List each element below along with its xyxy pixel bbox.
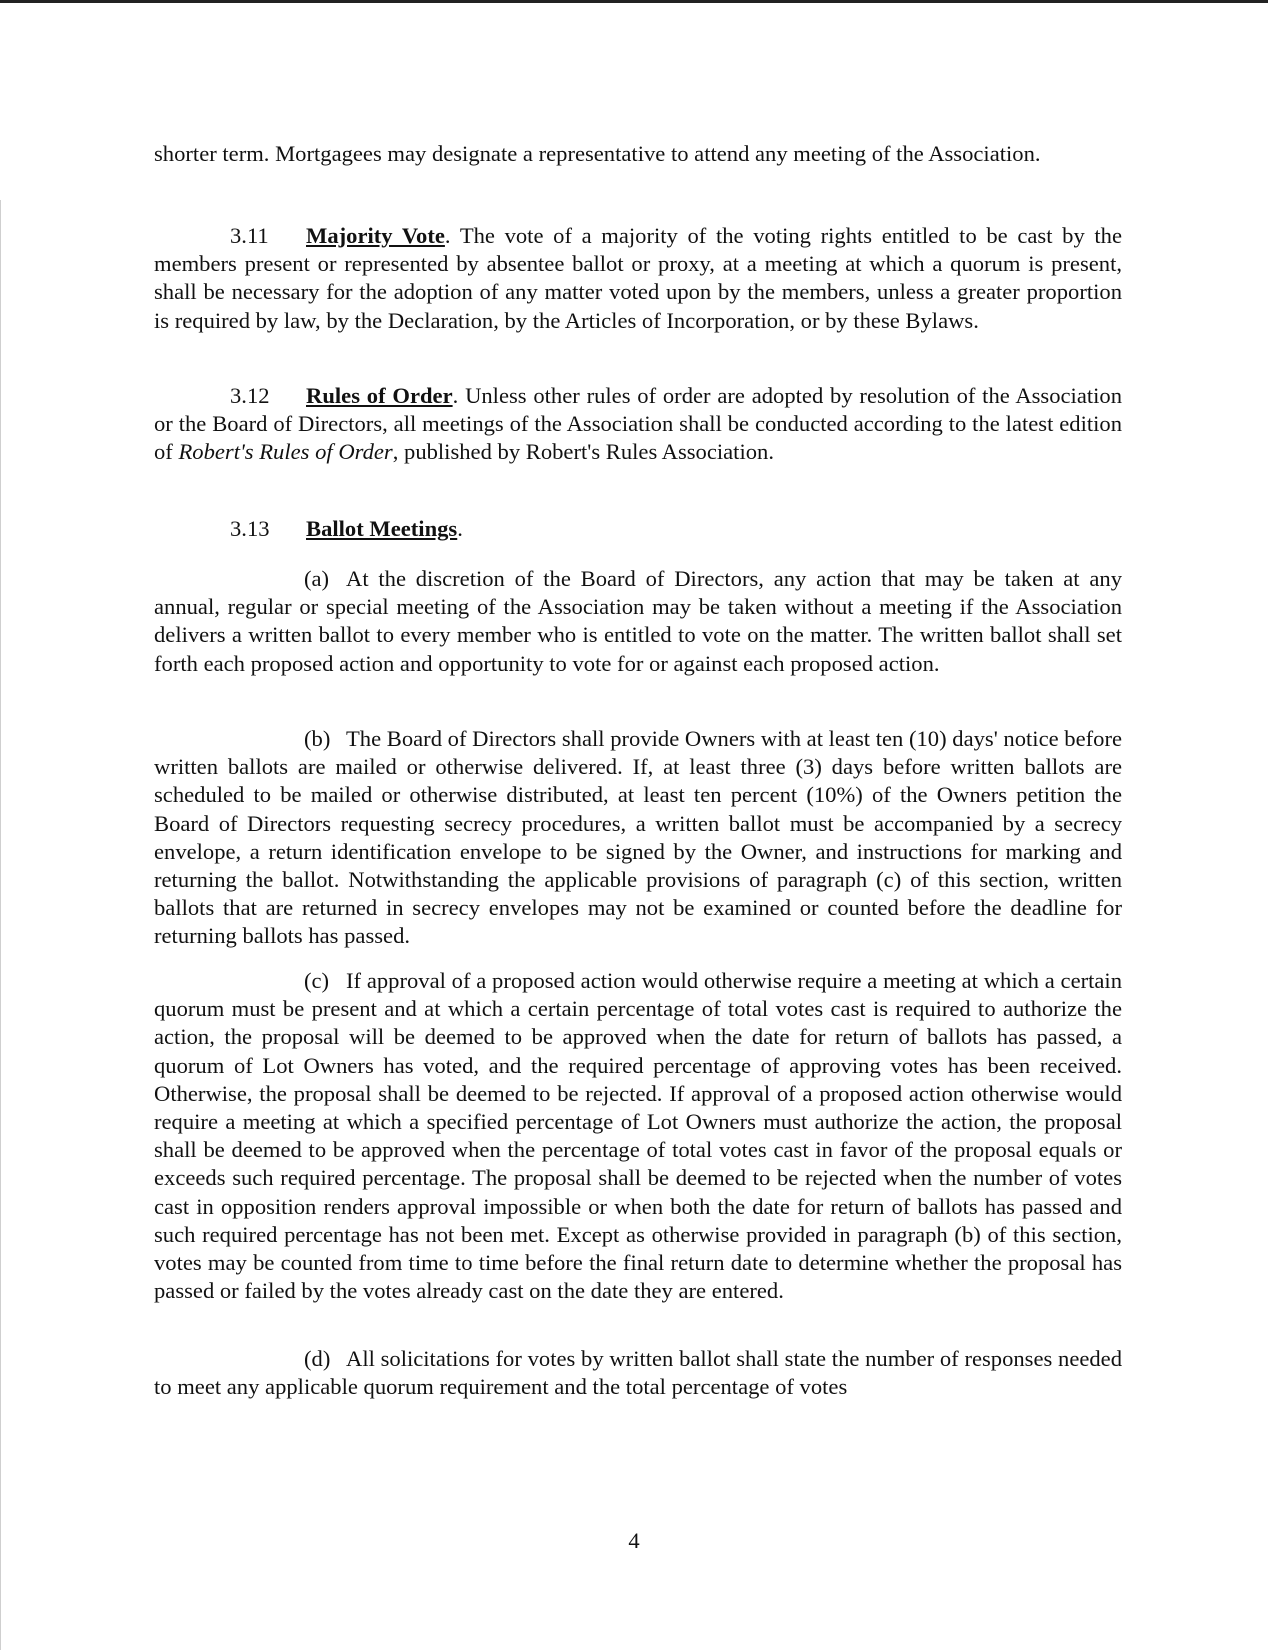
paragraph-b (154, 725, 1122, 951)
page-number: 4 (628, 1528, 640, 1553)
scan-edge-left (0, 200, 1, 1650)
section-3-11: 3.11 Majority Vote. The vote of a majority of the voting rights entitled to be cast by the members present or represented by absentee ballot or proxy, at a meeting at which a quorum is present, shall be necessary for the adoption of any matter voted upon by the members, unless a greater proportion is required by law, by the Declaration, by the Articles of Incorporation, or by these Bylaws. (154, 223, 1122, 333)
paragraph-c (154, 967, 1122, 1305)
paragraph-d (154, 1345, 1122, 1401)
section-heading: Majority Vote (306, 223, 445, 248)
section-3-12: 3.12 Rules of Order. Unless other rules of order are adopted by resolution of the Association or the Board of Directors, all meetings of the Association shall be conducted according to the latest edition of Robert's Rules of Order, published by Robert's Rules Association. (154, 383, 1123, 465)
book-title: Robert's Rules of Order (178, 439, 393, 465)
section-body: The vote of a majority of the voting rights entitled to be cast by the members present or represented by absentee ballot or proxy, at a meeting at which a quorum is present, shall be necessary for the adoption of any matter voted upon by the members, unless a greater proportion is required by law, by the Declaration, by the Articles of Incorporation, or by these Bylaws. (154, 223, 1122, 333)
paragraph-label: (b) (304, 726, 331, 751)
section-body-end: , published by Robert's Rules Association. (392, 439, 774, 465)
paragraph-text: All solicitations for votes by written ballot shall state the number of responses needed to meet any applicable quorum requirement and the total percentage of votes (154, 1346, 1122, 1400)
section-heading: Rules of Order (306, 383, 453, 408)
section-number: 3.11 (230, 223, 269, 248)
section-body: Unless other rules of order are adopted by resolution of the Association or the Board of Directors, all meetings of the Association shall be conducted according to the latest edition of (154, 383, 1123, 465)
paragraph-text: The Board of Directors shall provide Owners with at least ten (10) days' notice before written ballots are mailed or otherwise delivered. If, at least three (3) days before written ballots are scheduled to be mailed or otherwise distributed, at least ten percent (10%) of the Owners petition the Board of Directors requesting secrecy procedures, a written ballot must be accompanied by a secrecy envelope, a return identification envelope to be signed by the Owner, and instructions for marking and returning the ballot. Notwithstanding the applicable provisions of paragraph (c) of this section, written ballots that are returned in secrecy envelopes may not be examined or counted before the deadline for returning ballots has passed. (154, 726, 1122, 949)
paragraph-label: (c) (304, 968, 330, 993)
paragraph-a (154, 565, 1122, 678)
section-heading: Ballot Meetings (306, 516, 458, 541)
section-number: 3.13 (230, 516, 270, 541)
section-number: 3.12 (230, 383, 270, 408)
continuation-paragraph: shorter term. Mortgagees may designate a representative to attend any meeting of the Association. (154, 141, 1041, 166)
section-3-13: 3.13 Ballot Meetings. (154, 515, 1122, 543)
scan-edge-top (0, 0, 1268, 3)
paragraph-text: At the discretion of the Board of Directors, any action that may be taken at any annual, regular or special meeting of the Association may be taken without a meeting if the Association delivers a written ballot to every member who is entitled to vote on the matter. The written ballot shall set forth each proposed action and opportunity to vote for or against each proposed action. (154, 566, 1122, 676)
paragraph-text: If approval of a proposed action would otherwise require a meeting at which a certain quorum must be present and at which a certain percentage of total votes cast is required to authorize the action, the proposal will be deemed to be approved when the date for return of ballots has passed, a quorum of Lot Owners has voted, and the required percentage of approving votes has been received. Otherwise, the proposal shall be deemed to be rejected. If approval of a proposed action otherwise would require a meeting at which a specified percentage of Lot Owners must authorize the action, the proposal shall be deemed to be approved when the percentage of total votes cast in favor of the proposal equals or exceeds such required percentage. The proposal shall be deemed to be rejected when the number of votes cast in opposition renders approval impossible or when both the date for return of ballots has passed and such required percentage has not been met. Except as otherwise provided in paragraph (b) of this section, votes may be counted from time to time before the final return date to determine whether the proposal has passed or failed by the votes already cast on the date they are entered. (154, 968, 1122, 1304)
paragraph-label: (a) (304, 566, 330, 591)
paragraph-label: (d) (304, 1346, 331, 1371)
